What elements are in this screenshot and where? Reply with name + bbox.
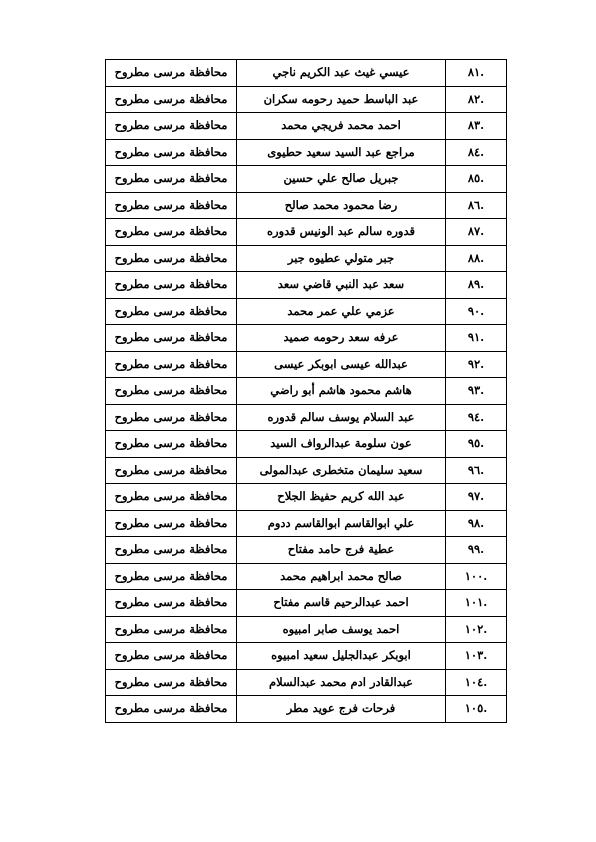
person-name-cell: جبريل صالح علي حسين	[237, 166, 446, 193]
person-name-cell: عبدالقادر ادم محمد عبدالسلام	[237, 669, 446, 696]
table-row	[106, 431, 507, 458]
table-row	[106, 696, 507, 723]
governorate-cell: محافظة مرسى مطروح	[106, 192, 237, 219]
roster-table-body	[106, 60, 507, 723]
row-number-cell: .١٠١	[446, 590, 507, 617]
table-row	[106, 669, 507, 696]
row-number-cell: .٩٧	[446, 484, 507, 511]
table-row	[106, 245, 507, 272]
table-row	[106, 166, 507, 193]
governorate-cell: محافظة مرسى مطروح	[106, 272, 237, 299]
row-number-cell: .٨٧	[446, 219, 507, 246]
governorate-cell: محافظة مرسى مطروح	[106, 113, 237, 140]
person-name-cell: هاشم محمود هاشم أبو راضي	[237, 378, 446, 405]
table-row	[106, 298, 507, 325]
row-number-cell: .٩١	[446, 325, 507, 352]
person-name-cell: عون سلومة عبدالرواف السيد	[237, 431, 446, 458]
governorate-cell: محافظة مرسى مطروح	[106, 669, 237, 696]
table-row	[106, 272, 507, 299]
table-row	[106, 113, 507, 140]
governorate-cell: محافظة مرسى مطروح	[106, 696, 237, 723]
row-number-cell: .٨٢	[446, 86, 507, 113]
row-number-cell: .٩٣	[446, 378, 507, 405]
person-name-cell: عبد الله كريم حفيظ الجلاح	[237, 484, 446, 511]
governorate-cell: محافظة مرسى مطروح	[106, 510, 237, 537]
table-row	[106, 86, 507, 113]
row-number-cell: .٩٨	[446, 510, 507, 537]
table-row	[106, 616, 507, 643]
governorate-cell: محافظة مرسى مطروح	[106, 245, 237, 272]
person-name-cell: احمد محمد فريجي محمد	[237, 113, 446, 140]
table-row	[106, 563, 507, 590]
table-row	[106, 510, 507, 537]
row-number-cell: .١٠٢	[446, 616, 507, 643]
table-row	[106, 404, 507, 431]
person-name-cell: مراجع عبد السيد سعيد حطيوى	[237, 139, 446, 166]
governorate-cell: محافظة مرسى مطروح	[106, 298, 237, 325]
table-row	[106, 457, 507, 484]
person-name-cell: عطية فرج حامد مفتاح	[237, 537, 446, 564]
person-name-cell: رضا محمود محمد صالح	[237, 192, 446, 219]
governorate-cell: محافظة مرسى مطروح	[106, 616, 237, 643]
row-number-cell: .٨٤	[446, 139, 507, 166]
row-number-cell: .٩٥	[446, 431, 507, 458]
table-row	[106, 192, 507, 219]
person-name-cell: جبر متولي عطيوه جبر	[237, 245, 446, 272]
row-number-cell: .٨٥	[446, 166, 507, 193]
row-number-cell: .٨٩	[446, 272, 507, 299]
person-name-cell: علي ابوالقاسم ابوالقاسم ددوم	[237, 510, 446, 537]
person-name-cell: صالح محمد ابراهيم محمد	[237, 563, 446, 590]
row-number-cell: .٨١	[446, 60, 507, 87]
person-name-cell: عرفه سعد رحومه صميد	[237, 325, 446, 352]
table-row	[106, 484, 507, 511]
table-row	[106, 60, 507, 87]
governorate-cell: محافظة مرسى مطروح	[106, 431, 237, 458]
governorate-cell: محافظة مرسى مطروح	[106, 404, 237, 431]
governorate-cell: محافظة مرسى مطروح	[106, 60, 237, 87]
person-name-cell: عبد الباسط حميد رحومه سكران	[237, 86, 446, 113]
governorate-cell: محافظة مرسى مطروح	[106, 537, 237, 564]
row-number-cell: .٩٩	[446, 537, 507, 564]
table-row	[106, 325, 507, 352]
governorate-cell: محافظة مرسى مطروح	[106, 139, 237, 166]
row-number-cell: .٨٦	[446, 192, 507, 219]
row-number-cell: .١٠٣	[446, 643, 507, 670]
governorate-cell: محافظة مرسى مطروح	[106, 219, 237, 246]
person-name-cell: عزمي علي عمر محمد	[237, 298, 446, 325]
table-row	[106, 643, 507, 670]
table-row	[106, 590, 507, 617]
roster-table	[105, 59, 507, 723]
table-row	[106, 351, 507, 378]
row-number-cell: .٨٣	[446, 113, 507, 140]
governorate-cell: محافظة مرسى مطروح	[106, 590, 237, 617]
table-row	[106, 378, 507, 405]
governorate-cell: محافظة مرسى مطروح	[106, 378, 237, 405]
person-name-cell: عبد السلام يوسف سالم قدوره	[237, 404, 446, 431]
row-number-cell: .٩٢	[446, 351, 507, 378]
person-name-cell: قدوره سالم عبد الونيس قدوره	[237, 219, 446, 246]
person-name-cell: احمد يوسف صابر امبيوه	[237, 616, 446, 643]
governorate-cell: محافظة مرسى مطروح	[106, 86, 237, 113]
governorate-cell: محافظة مرسى مطروح	[106, 166, 237, 193]
person-name-cell: احمد عبدالرحيم قاسم مفتاح	[237, 590, 446, 617]
row-number-cell: .١٠٥	[446, 696, 507, 723]
row-number-cell: .٨٨	[446, 245, 507, 272]
row-number-cell: .٩٤	[446, 404, 507, 431]
governorate-cell: محافظة مرسى مطروح	[106, 351, 237, 378]
governorate-cell: محافظة مرسى مطروح	[106, 484, 237, 511]
table-row	[106, 219, 507, 246]
row-number-cell: .٩٦	[446, 457, 507, 484]
person-name-cell: سعد عبد النبي قاضي سعد	[237, 272, 446, 299]
governorate-cell: محافظة مرسى مطروح	[106, 563, 237, 590]
governorate-cell: محافظة مرسى مطروح	[106, 457, 237, 484]
person-name-cell: عيسي غيث عبد الكريم ناجي	[237, 60, 446, 87]
row-number-cell: .١٠٤	[446, 669, 507, 696]
person-name-cell: عبدالله عيسى ابوبكر عيسى	[237, 351, 446, 378]
person-name-cell: ابوبكر عبدالجليل سعيد امبيوه	[237, 643, 446, 670]
person-name-cell: فرحات فرج عويد مطر	[237, 696, 446, 723]
governorate-cell: محافظة مرسى مطروح	[106, 643, 237, 670]
table-row	[106, 537, 507, 564]
table-row	[106, 139, 507, 166]
row-number-cell: .٩٠	[446, 298, 507, 325]
governorate-cell: محافظة مرسى مطروح	[106, 325, 237, 352]
row-number-cell: .١٠٠	[446, 563, 507, 590]
person-name-cell: سعيد سليمان متخطرى عبدالمولى	[237, 457, 446, 484]
